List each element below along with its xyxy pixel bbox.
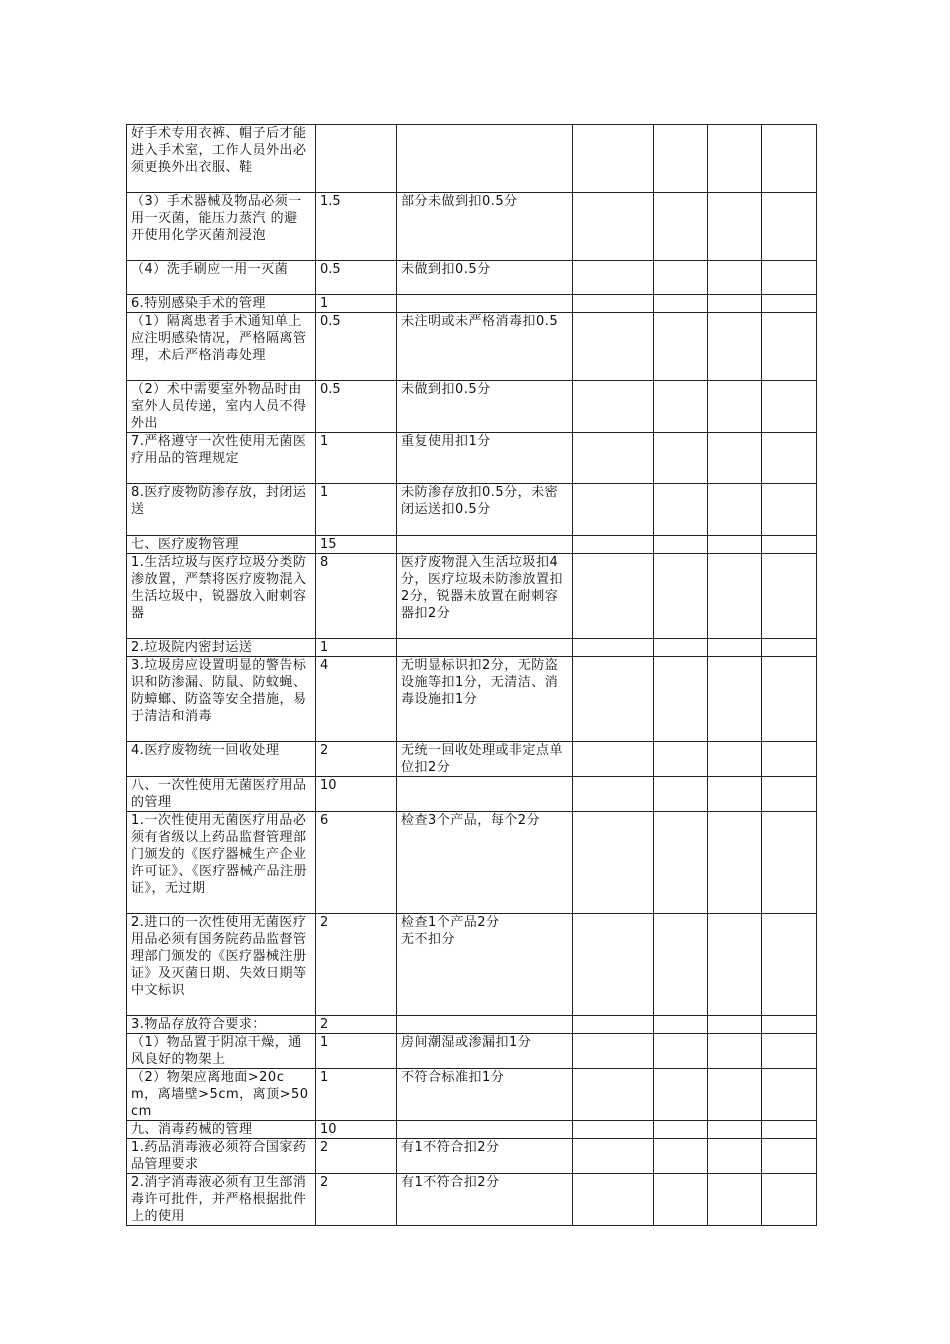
- check-cell: [762, 1016, 817, 1034]
- score-cell: 2: [316, 914, 397, 1016]
- score-cell: 1: [316, 639, 397, 657]
- score-cell: 1: [316, 1034, 397, 1069]
- score-cell: 2: [316, 1016, 397, 1034]
- check-cell: [654, 313, 708, 381]
- deduction-cell: 重复使用扣1分: [397, 433, 573, 484]
- deduction-cell: 未防渗存放扣0.5分，未密闭运送扣0.5分: [397, 484, 573, 536]
- check-cell: [762, 433, 817, 484]
- item-cell: 3.垃圾房应设置明显的警告标识和防渗漏、防鼠、防蚊蝇、防蟑螂、防盗等安全措施，易于清洁和消毒: [127, 657, 316, 742]
- table-row: [127, 261, 817, 295]
- score-cell: 4: [316, 657, 397, 742]
- check-cell: [573, 381, 654, 433]
- score-cell: 1: [316, 433, 397, 484]
- score-cell: 10: [316, 1121, 397, 1139]
- item-cell: 2.消字消毒液必须有卫生部消毒许可批件，并严格根据批件上的使用: [127, 1174, 316, 1226]
- table-row: [127, 639, 817, 657]
- check-cell: [573, 193, 654, 261]
- check-cell: [708, 812, 762, 914]
- deduction-cell: 房间潮湿或渗漏扣1分: [397, 1034, 573, 1069]
- check-cell: [654, 812, 708, 914]
- item-cell: 4.医疗废物统一回收处理: [127, 742, 316, 777]
- check-cell: [708, 1034, 762, 1069]
- check-cell: [573, 1016, 654, 1034]
- deduction-cell: [397, 1016, 573, 1034]
- check-cell: [708, 193, 762, 261]
- check-cell: [654, 657, 708, 742]
- check-cell: [762, 812, 817, 914]
- check-cell: [762, 657, 817, 742]
- score-cell: 1: [316, 484, 397, 536]
- check-cell: [762, 1174, 817, 1226]
- check-cell: [573, 1139, 654, 1174]
- item-cell: （1）物品置于阴凉干燥，通风良好的物架上: [127, 1034, 316, 1069]
- check-cell: [762, 914, 817, 1016]
- item-cell: （4）洗手刷应一用一灭菌: [127, 261, 316, 295]
- table-row: [127, 554, 817, 639]
- deduction-cell: [397, 777, 573, 812]
- check-cell: [654, 777, 708, 812]
- check-cell: [708, 313, 762, 381]
- item-cell: （2）物架应离地面>20cm，离墙壁>5cm，离顶>50cm: [127, 1069, 316, 1121]
- table-row: [127, 125, 817, 193]
- check-cell: [762, 536, 817, 554]
- table-row: [127, 1069, 817, 1121]
- check-cell: [654, 295, 708, 313]
- check-cell: [762, 295, 817, 313]
- table-row: [127, 313, 817, 381]
- check-cell: [708, 1174, 762, 1226]
- item-cell: 8.医疗废物防渗存放，封闭运送: [127, 484, 316, 536]
- table-row: [127, 742, 817, 777]
- item-cell: （3）手术器械及物品必须一用一灭菌，能压力蒸汽 的避开使用化学灭菌剂浸泡: [127, 193, 316, 261]
- deduction-cell: 有1不符合扣2分: [397, 1139, 573, 1174]
- check-cell: [654, 554, 708, 639]
- check-cell: [708, 777, 762, 812]
- check-cell: [654, 433, 708, 484]
- check-cell: [762, 1121, 817, 1139]
- deduction-cell: [397, 536, 573, 554]
- check-cell: [654, 536, 708, 554]
- check-cell: [708, 484, 762, 536]
- check-cell: [708, 554, 762, 639]
- check-cell: [654, 381, 708, 433]
- item-cell: 好手术专用衣裤、帽子后才能进入手术室，工作人员外出必须更换外出衣服、鞋: [127, 125, 316, 193]
- item-cell: 1.生活垃圾与医疗垃圾分类防渗放置，严禁将医疗废物混入生活垃圾中，锐器放入耐刺容器: [127, 554, 316, 639]
- deduction-cell: 未做到扣0.5分: [397, 381, 573, 433]
- score-cell: 6: [316, 812, 397, 914]
- inspection-score-table: [126, 124, 817, 1226]
- check-cell: [573, 125, 654, 193]
- check-cell: [708, 742, 762, 777]
- check-cell: [654, 261, 708, 295]
- check-cell: [708, 536, 762, 554]
- table-row: [127, 812, 817, 914]
- check-cell: [573, 484, 654, 536]
- table-row: [127, 193, 817, 261]
- check-cell: [654, 1121, 708, 1139]
- check-cell: [573, 812, 654, 914]
- table-row: [127, 433, 817, 484]
- check-cell: [654, 125, 708, 193]
- deduction-cell: [397, 639, 573, 657]
- deduction-cell: 未注明或未严格消毒扣0.5: [397, 313, 573, 381]
- item-cell: 1.药品消毒液必须符合国家药品管理要求: [127, 1139, 316, 1174]
- check-cell: [762, 313, 817, 381]
- table-row: [127, 1016, 817, 1034]
- deduction-cell: 医疗废物混入生活垃圾扣4分，医疗垃圾未防渗放置扣2分，锐器未放置在耐刺容器扣2分: [397, 554, 573, 639]
- table-row: [127, 1121, 817, 1139]
- score-cell: 0.5: [316, 261, 397, 295]
- check-cell: [762, 639, 817, 657]
- deduction-cell: 无统一回收处理或非定点单位扣2分: [397, 742, 573, 777]
- table-row: [127, 381, 817, 433]
- check-cell: [654, 1174, 708, 1226]
- check-cell: [573, 1069, 654, 1121]
- check-cell: [654, 1069, 708, 1121]
- deduction-cell: 部分未做到扣0.5分: [397, 193, 573, 261]
- score-cell: 2: [316, 1139, 397, 1174]
- check-cell: [654, 1034, 708, 1069]
- check-cell: [762, 1034, 817, 1069]
- item-cell: 八、一次性使用无菌医疗用品的管理: [127, 777, 316, 812]
- check-cell: [573, 639, 654, 657]
- check-cell: [708, 261, 762, 295]
- deduction-cell: [397, 295, 573, 313]
- table-row: [127, 1174, 817, 1226]
- deduction-cell: 检查1个产品2分 无不扣分: [397, 914, 573, 1016]
- check-cell: [573, 261, 654, 295]
- score-cell: [316, 125, 397, 193]
- check-cell: [573, 742, 654, 777]
- deduction-cell: 不符合标准扣1分: [397, 1069, 573, 1121]
- check-cell: [654, 193, 708, 261]
- check-cell: [708, 1139, 762, 1174]
- check-cell: [708, 657, 762, 742]
- item-cell: 7.严格遵守一次性使用无菌医疗用品的管理规定: [127, 433, 316, 484]
- check-cell: [573, 657, 654, 742]
- item-cell: 2.进口的一次性使用无菌医疗用品必须有国务院药品监督管理部门颁发的《医疗器械注册证》及灭菌日期、失效日期等中文标识: [127, 914, 316, 1016]
- score-cell: 1: [316, 1069, 397, 1121]
- deduction-cell: 检查3个产品，每个2分: [397, 812, 573, 914]
- item-cell: （1）隔离患者手术通知单上应注明感染情况，严格隔离管理，术后严格消毒处理: [127, 313, 316, 381]
- check-cell: [762, 554, 817, 639]
- check-cell: [762, 261, 817, 295]
- score-cell: 10: [316, 777, 397, 812]
- check-cell: [573, 433, 654, 484]
- check-cell: [708, 1121, 762, 1139]
- table-row: [127, 536, 817, 554]
- check-cell: [654, 1016, 708, 1034]
- score-cell: 2: [316, 1174, 397, 1226]
- item-cell: 6.特别感染手术的管理: [127, 295, 316, 313]
- item-cell: 3.物品存放符合要求：: [127, 1016, 316, 1034]
- score-cell: 1.5: [316, 193, 397, 261]
- check-cell: [573, 313, 654, 381]
- item-cell: 2.垃圾院内密封运送: [127, 639, 316, 657]
- table-row: [127, 484, 817, 536]
- check-cell: [708, 295, 762, 313]
- check-cell: [762, 1069, 817, 1121]
- check-cell: [708, 125, 762, 193]
- check-cell: [573, 295, 654, 313]
- check-cell: [762, 193, 817, 261]
- table-row: [127, 777, 817, 812]
- check-cell: [762, 125, 817, 193]
- item-cell: 七、医疗废物管理: [127, 536, 316, 554]
- check-cell: [654, 484, 708, 536]
- check-cell: [654, 914, 708, 1016]
- check-cell: [762, 484, 817, 536]
- check-cell: [573, 554, 654, 639]
- table-row: [127, 914, 817, 1016]
- deduction-cell: 无明显标识扣2分，无防盗设施等扣1分，无清洁、消毒设施扣1分: [397, 657, 573, 742]
- check-cell: [573, 1034, 654, 1069]
- score-cell: 1: [316, 295, 397, 313]
- check-cell: [708, 914, 762, 1016]
- check-cell: [762, 1139, 817, 1174]
- check-cell: [573, 1174, 654, 1226]
- check-cell: [573, 536, 654, 554]
- check-cell: [573, 777, 654, 812]
- check-cell: [708, 381, 762, 433]
- check-cell: [708, 433, 762, 484]
- table-row: [127, 657, 817, 742]
- check-cell: [762, 777, 817, 812]
- check-cell: [708, 1016, 762, 1034]
- check-cell: [654, 639, 708, 657]
- score-cell: 0.5: [316, 313, 397, 381]
- item-cell: （2）术中需要室外物品时由室外人员传递，室内人员不得外出: [127, 381, 316, 433]
- deduction-cell: 有1不符合扣2分: [397, 1174, 573, 1226]
- check-cell: [708, 1069, 762, 1121]
- score-cell: 2: [316, 742, 397, 777]
- check-cell: [762, 742, 817, 777]
- table-row: [127, 1034, 817, 1069]
- check-cell: [654, 1139, 708, 1174]
- score-cell: 0.5: [316, 381, 397, 433]
- score-cell: 15: [316, 536, 397, 554]
- table-row: [127, 1139, 817, 1174]
- check-cell: [708, 639, 762, 657]
- score-cell: 8: [316, 554, 397, 639]
- item-cell: 1.一次性使用无菌医疗用品必须有省级以上药品监督管理部门颁发的《医疗器械生产企业许可证》、《医疗器械产品注册证》，无过期: [127, 812, 316, 914]
- check-cell: [654, 742, 708, 777]
- check-cell: [573, 1121, 654, 1139]
- deduction-cell: [397, 125, 573, 193]
- deduction-cell: [397, 1121, 573, 1139]
- deduction-cell: 未做到扣0.5分: [397, 261, 573, 295]
- table-row: [127, 295, 817, 313]
- check-cell: [573, 914, 654, 1016]
- item-cell: 九、消毒药械的管理: [127, 1121, 316, 1139]
- check-cell: [762, 381, 817, 433]
